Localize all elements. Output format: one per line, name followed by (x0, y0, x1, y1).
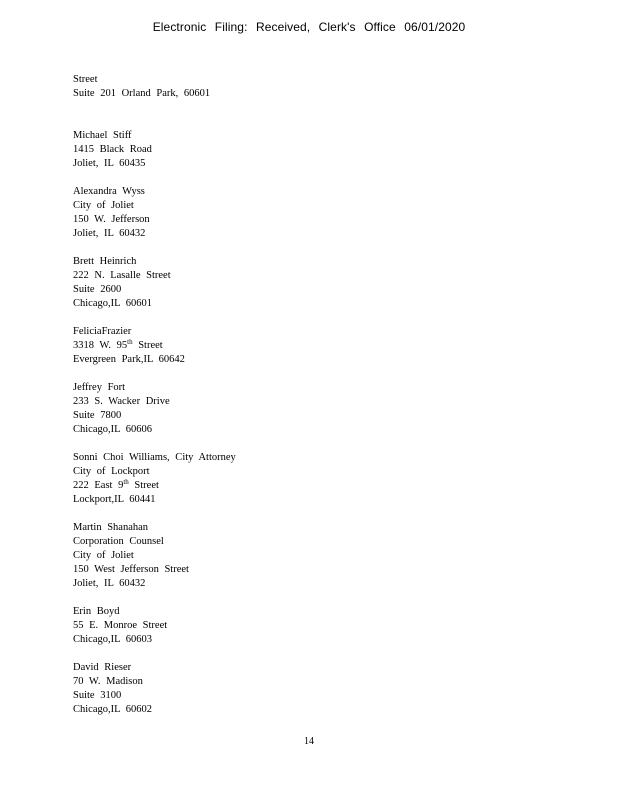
ordinal-suffix: th (123, 478, 129, 486)
address-line: Corporation Counsel (73, 536, 164, 547)
address-line: Joliet, IL 60435 (73, 158, 146, 169)
filing-stamp-header: Electronic Filing: Received, Clerk's Office 06/01/2020 (152, 20, 466, 34)
address-line-text: 222 East 9 (73, 480, 124, 491)
address-line: City of Lockport (73, 466, 150, 477)
address-line: Suite 201 Orland Park, 60601 (73, 88, 211, 99)
address-line: 55 E. Monroe Street (73, 620, 168, 631)
address-block (73, 381, 573, 437)
address-line-text: 3318 W. 95 (73, 340, 128, 351)
address-line (73, 479, 573, 493)
address-line: Martin Shanahan (73, 522, 149, 533)
address-block (73, 521, 573, 591)
address-line: Erin Boyd (73, 606, 120, 617)
address-line: City of Joliet (73, 200, 134, 211)
address-line: Michael Stiff (73, 130, 132, 141)
address-line (73, 339, 573, 353)
address-line: Lockport,IL 60441 (73, 494, 156, 505)
address-line: Street (73, 74, 98, 85)
address-line: Brett Heinrich (73, 256, 137, 267)
address-block (73, 255, 573, 311)
address-line: Alexandra Wyss (73, 186, 145, 197)
address-line: Evergreen Park,IL 60642 (73, 354, 185, 365)
address-block (73, 661, 573, 717)
address-line: Chicago,IL 60606 (73, 424, 153, 435)
address-line: Suite 7800 (73, 410, 122, 421)
address-line: 70 W. Madison (73, 676, 143, 687)
address-line: Suite 3100 (73, 690, 122, 701)
address-line-text: Street (132, 340, 163, 351)
ordinal-suffix: th (127, 338, 133, 346)
address-line: Joliet, IL 60432 (73, 228, 146, 239)
address-line: City of Joliet (73, 550, 134, 561)
address-line: Jeffrey Fort (73, 382, 126, 393)
address-line-text: Street (128, 480, 159, 491)
address-line: 150 W. Jefferson (73, 214, 150, 225)
address-block (73, 185, 573, 241)
address-line: Chicago,IL 60603 (73, 634, 153, 645)
address-line: Joliet, IL 60432 (73, 578, 146, 589)
address-line: 233 S. Wacker Drive (73, 396, 170, 407)
address-line: Chicago,IL 60602 (73, 704, 153, 715)
address-block (73, 325, 573, 367)
address-line: David Rieser (73, 662, 132, 673)
address-line: Suite 2600 (73, 284, 122, 295)
address-block (73, 451, 573, 507)
address-block (73, 605, 573, 647)
address-line: 150 West Jefferson Street (73, 564, 189, 575)
address-block (73, 129, 573, 171)
service-list (73, 73, 573, 731)
page-number: 14 (304, 736, 314, 747)
address-line: 1415 Black Road (73, 144, 152, 155)
address-block (73, 73, 573, 101)
address-line: Sonni Choi Williams, City Attorney (73, 452, 236, 463)
address-line: FeliciaFrazier (73, 326, 132, 337)
address-line: Chicago,IL 60601 (73, 298, 153, 309)
address-line: 222 N. Lasalle Street (73, 270, 171, 281)
